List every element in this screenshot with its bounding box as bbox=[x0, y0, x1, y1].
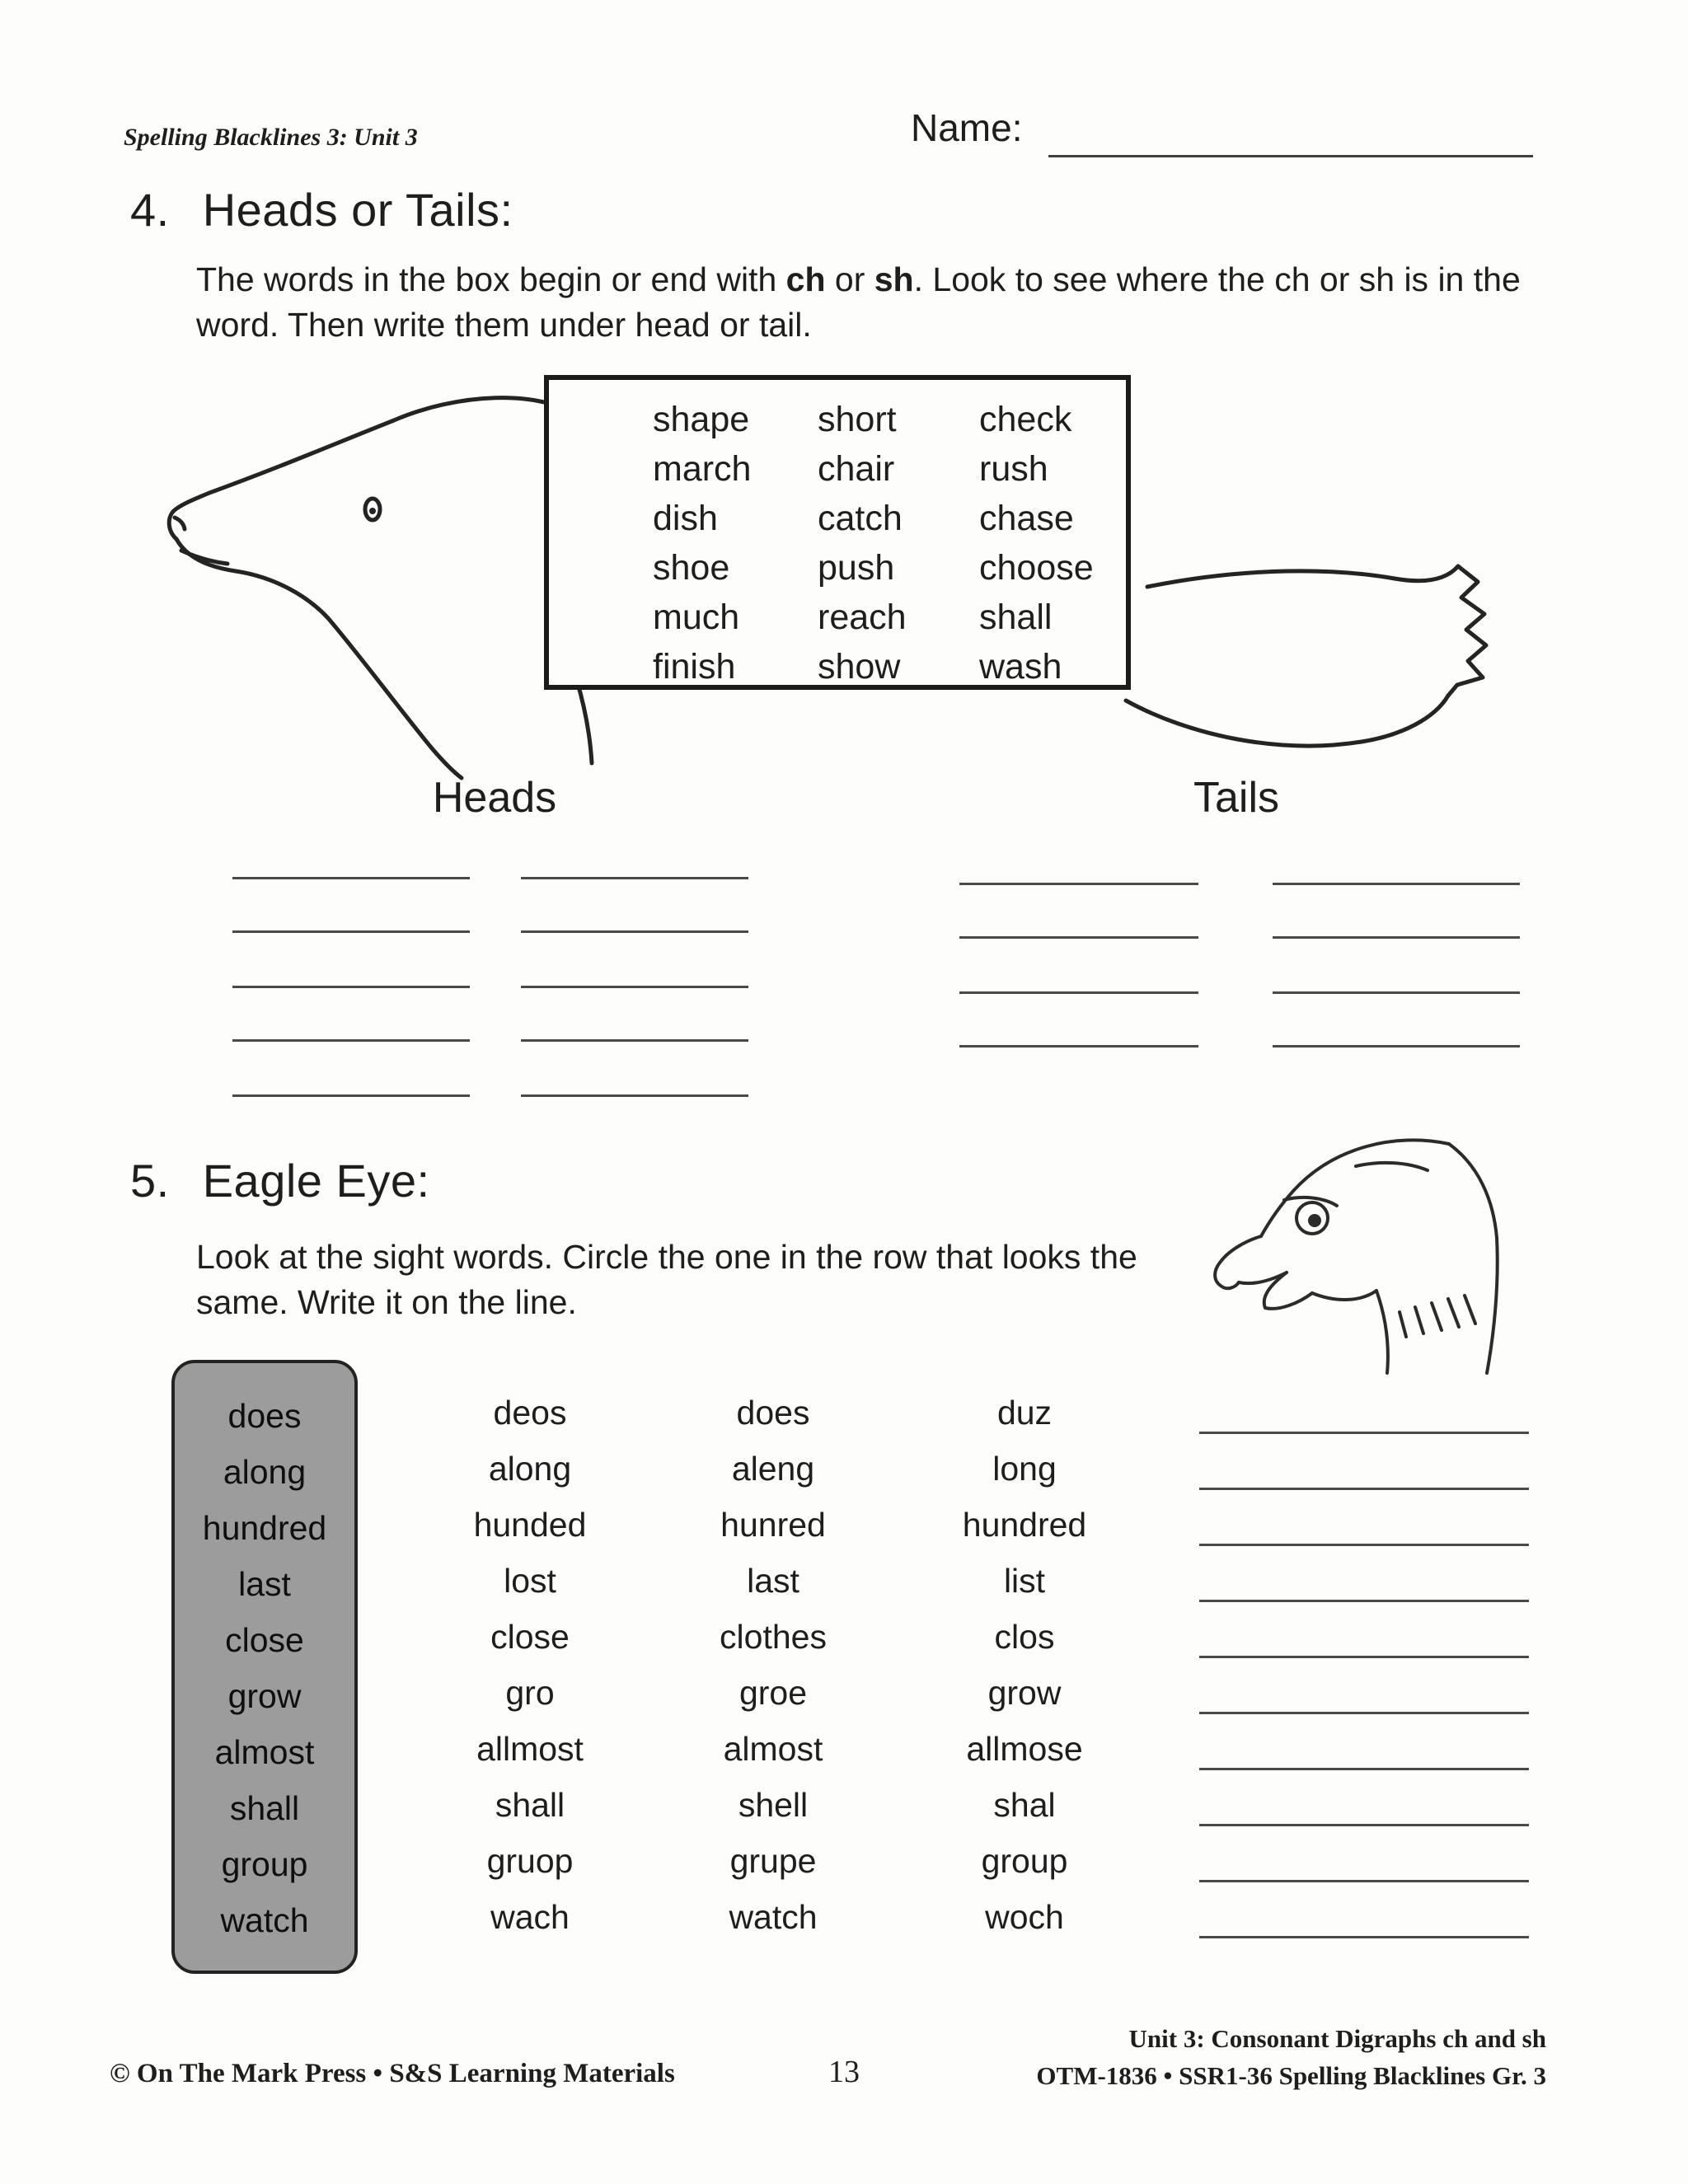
eagle-upper-beak bbox=[1215, 1236, 1261, 1288]
name-write-line[interactable] bbox=[1048, 155, 1533, 157]
choice-word[interactable]: does bbox=[736, 1393, 810, 1432]
heads-write-line[interactable] bbox=[521, 986, 748, 988]
choice-word[interactable]: hunded bbox=[473, 1505, 587, 1544]
eagle-neck-feather-3 bbox=[1432, 1303, 1442, 1330]
choice-row bbox=[402, 1497, 1177, 1553]
choice-row bbox=[402, 1889, 1177, 1945]
choice-word[interactable]: list bbox=[1003, 1561, 1046, 1600]
answer-write-line[interactable] bbox=[1199, 1385, 1529, 1441]
name-label: Name: bbox=[911, 106, 1023, 149]
choice-row bbox=[402, 1833, 1177, 1889]
choice-word[interactable]: along bbox=[488, 1449, 572, 1488]
answer-write-line[interactable] bbox=[1199, 1497, 1529, 1553]
eagle-crown bbox=[1261, 1140, 1449, 1236]
choice-word[interactable]: watch bbox=[729, 1897, 818, 1936]
box-word: march bbox=[653, 449, 752, 489]
choice-word[interactable]: gruop bbox=[486, 1841, 574, 1880]
dog-neck-line bbox=[577, 681, 592, 763]
choice-row bbox=[402, 1385, 1177, 1441]
answer-write-line[interactable] bbox=[1199, 1665, 1529, 1721]
eagle-neck-feather-5 bbox=[1465, 1296, 1475, 1324]
box-word: push bbox=[818, 548, 895, 588]
choice-word[interactable]: aleng bbox=[731, 1449, 815, 1488]
choice-word[interactable]: gro bbox=[505, 1673, 555, 1712]
box-word: shape bbox=[653, 400, 750, 439]
instr-sh: sh bbox=[874, 260, 914, 298]
dog-tail-top bbox=[1147, 566, 1458, 587]
footer-unit-info bbox=[1036, 2021, 1546, 2095]
workbook-title: Spelling Blacklines 3: Unit 3 bbox=[124, 124, 418, 151]
answer-write-line[interactable] bbox=[1199, 1609, 1529, 1665]
section4-title-text: Heads or Tails: bbox=[202, 184, 513, 236]
choice-word[interactable]: almost bbox=[723, 1729, 823, 1768]
heads-write-line[interactable] bbox=[232, 986, 470, 988]
section5-number: 5. bbox=[130, 1155, 170, 1207]
tails-write-line[interactable] bbox=[1273, 936, 1520, 939]
box-word: shoe bbox=[653, 548, 730, 588]
instr-text: . Look to see where the ch or sh is in the word. Then write them under head or tail. bbox=[196, 260, 1521, 344]
box-word: show bbox=[818, 647, 901, 687]
instr-text: or bbox=[825, 260, 874, 298]
box-word: rush bbox=[979, 449, 1048, 489]
heads-write-line[interactable] bbox=[232, 877, 470, 879]
footer-code-line: OTM-1836 • SSR1-36 Spelling Blacklines Gr. 3 bbox=[1036, 2060, 1546, 2090]
tails-write-line[interactable] bbox=[1273, 1045, 1520, 1047]
box-word: chair bbox=[818, 449, 895, 489]
sight-word: close bbox=[225, 1621, 304, 1659]
choice-word[interactable]: clos bbox=[994, 1617, 1055, 1656]
choice-word[interactable]: wach bbox=[490, 1897, 570, 1936]
box-word: check bbox=[979, 400, 1072, 439]
sight-word: grow bbox=[227, 1677, 302, 1715]
choice-word[interactable]: shell bbox=[738, 1785, 809, 1824]
choice-word[interactable]: shal bbox=[993, 1785, 1056, 1824]
word-box-column-2 bbox=[818, 395, 907, 691]
choice-word[interactable]: shall bbox=[495, 1785, 565, 1824]
choice-row bbox=[402, 1609, 1177, 1665]
choices-grid bbox=[402, 1385, 1177, 1945]
box-word: reach bbox=[818, 598, 907, 637]
choice-word[interactable]: clothes bbox=[720, 1617, 827, 1656]
heads-write-line[interactable] bbox=[521, 1094, 748, 1097]
tails-write-line[interactable] bbox=[1273, 991, 1520, 994]
choice-word[interactable]: grupe bbox=[729, 1841, 817, 1880]
dog-eye-pupil bbox=[369, 508, 376, 514]
eagle-eye-pupil bbox=[1308, 1214, 1321, 1227]
word-box bbox=[544, 375, 1131, 690]
heads-write-line[interactable] bbox=[232, 1039, 470, 1042]
eagle-head-back bbox=[1449, 1144, 1498, 1373]
box-word: finish bbox=[653, 647, 736, 687]
choice-row bbox=[402, 1777, 1177, 1833]
choice-word[interactable]: allmose bbox=[966, 1729, 1083, 1768]
answer-lines bbox=[1199, 1385, 1529, 1945]
choice-word[interactable]: duz bbox=[996, 1393, 1053, 1432]
page-number: 13 bbox=[828, 2055, 860, 2089]
tails-write-line[interactable] bbox=[1273, 883, 1520, 885]
answer-write-line[interactable] bbox=[1199, 1889, 1529, 1945]
answer-write-line[interactable] bbox=[1199, 1833, 1529, 1889]
heads-write-line[interactable] bbox=[232, 1094, 470, 1097]
eagle-illustration bbox=[1187, 1121, 1533, 1385]
footer-publisher: © On The Mark Press • S&S Learning Materials bbox=[110, 2059, 675, 2088]
box-word: much bbox=[653, 598, 740, 637]
dog-nostril bbox=[175, 518, 185, 529]
sight-word: almost bbox=[214, 1733, 315, 1771]
choice-row bbox=[402, 1721, 1177, 1777]
choice-row bbox=[402, 1553, 1177, 1609]
choice-word[interactable]: close bbox=[490, 1617, 570, 1656]
answer-write-line[interactable] bbox=[1199, 1441, 1529, 1497]
answer-write-line[interactable] bbox=[1199, 1777, 1529, 1833]
answer-write-line[interactable] bbox=[1199, 1721, 1529, 1777]
choice-word[interactable]: allmost bbox=[476, 1729, 584, 1768]
section5-title bbox=[130, 1154, 430, 1207]
choice-word[interactable]: groe bbox=[738, 1673, 808, 1712]
sight-word: group bbox=[221, 1845, 308, 1883]
heads-write-line[interactable] bbox=[521, 1039, 748, 1042]
eagle-neck-front bbox=[1376, 1291, 1388, 1373]
dog-tail-bottom bbox=[1126, 696, 1448, 746]
box-word: catch bbox=[818, 499, 903, 538]
box-word: chase bbox=[979, 499, 1074, 538]
choice-word[interactable]: group bbox=[981, 1841, 1068, 1880]
answer-write-line[interactable] bbox=[1199, 1553, 1529, 1609]
dog-jaw-outline bbox=[176, 539, 462, 778]
section5-title-text: Eagle Eye: bbox=[202, 1155, 430, 1207]
sight-word: does bbox=[227, 1397, 302, 1435]
choice-word[interactable]: hunred bbox=[720, 1505, 826, 1544]
sight-word: last bbox=[238, 1565, 291, 1603]
box-word: dish bbox=[653, 499, 718, 538]
heads-write-line[interactable] bbox=[521, 877, 748, 879]
sight-word: along bbox=[223, 1453, 307, 1491]
eagle-neck-feather-2 bbox=[1415, 1307, 1423, 1333]
section4-number: 4. bbox=[130, 184, 170, 236]
tails-write-line[interactable] bbox=[959, 1045, 1198, 1047]
instr-text: The words in the box begin or end with bbox=[196, 260, 786, 298]
word-box-column-3 bbox=[979, 395, 1094, 691]
word-box-column-1 bbox=[653, 395, 751, 691]
eagle-neck-feather-1 bbox=[1400, 1312, 1406, 1337]
eagle-head-feathers bbox=[1356, 1163, 1428, 1170]
heads-write-line[interactable] bbox=[232, 930, 470, 933]
sight-word-box bbox=[171, 1360, 358, 1974]
choice-word[interactable]: deos bbox=[493, 1393, 567, 1432]
eagle-jaw bbox=[1312, 1291, 1376, 1300]
sight-word: shall bbox=[229, 1789, 300, 1827]
section4-title bbox=[130, 183, 513, 237]
choice-word[interactable]: woch bbox=[985, 1897, 1064, 1936]
choice-word[interactable]: long bbox=[992, 1449, 1057, 1488]
choice-word[interactable]: grow bbox=[987, 1673, 1062, 1712]
tails-write-line[interactable] bbox=[959, 883, 1198, 885]
tails-label: Tails bbox=[1193, 774, 1280, 822]
sight-word: watch bbox=[220, 1901, 309, 1939]
footer-unit-line: Unit 3: Consonant Digraphs ch and sh bbox=[1128, 2024, 1546, 2053]
choice-word[interactable]: hundred bbox=[962, 1505, 1087, 1544]
box-word: shall bbox=[979, 598, 1053, 637]
heads-write-line[interactable] bbox=[521, 930, 748, 933]
section4-instructions bbox=[196, 257, 1540, 348]
heads-label: Heads bbox=[432, 774, 557, 822]
box-word: choose bbox=[979, 548, 1094, 588]
choice-word[interactable]: lost bbox=[504, 1561, 556, 1600]
dog-tail-fur bbox=[1448, 566, 1486, 696]
instr-ch: ch bbox=[785, 260, 826, 298]
eagle-neck-feather-4 bbox=[1448, 1299, 1459, 1327]
tails-write-line[interactable] bbox=[959, 991, 1198, 994]
choice-row bbox=[402, 1441, 1177, 1497]
section5-instructions: Look at the sight words. Circle the one in the row that looks the same. Write it on the line. bbox=[196, 1238, 1137, 1321]
box-word: wash bbox=[979, 647, 1062, 687]
choice-word[interactable]: last bbox=[747, 1561, 799, 1600]
tails-write-line[interactable] bbox=[959, 936, 1198, 939]
box-word: short bbox=[818, 400, 897, 439]
sight-word: hundred bbox=[202, 1509, 327, 1547]
choice-row bbox=[402, 1665, 1177, 1721]
